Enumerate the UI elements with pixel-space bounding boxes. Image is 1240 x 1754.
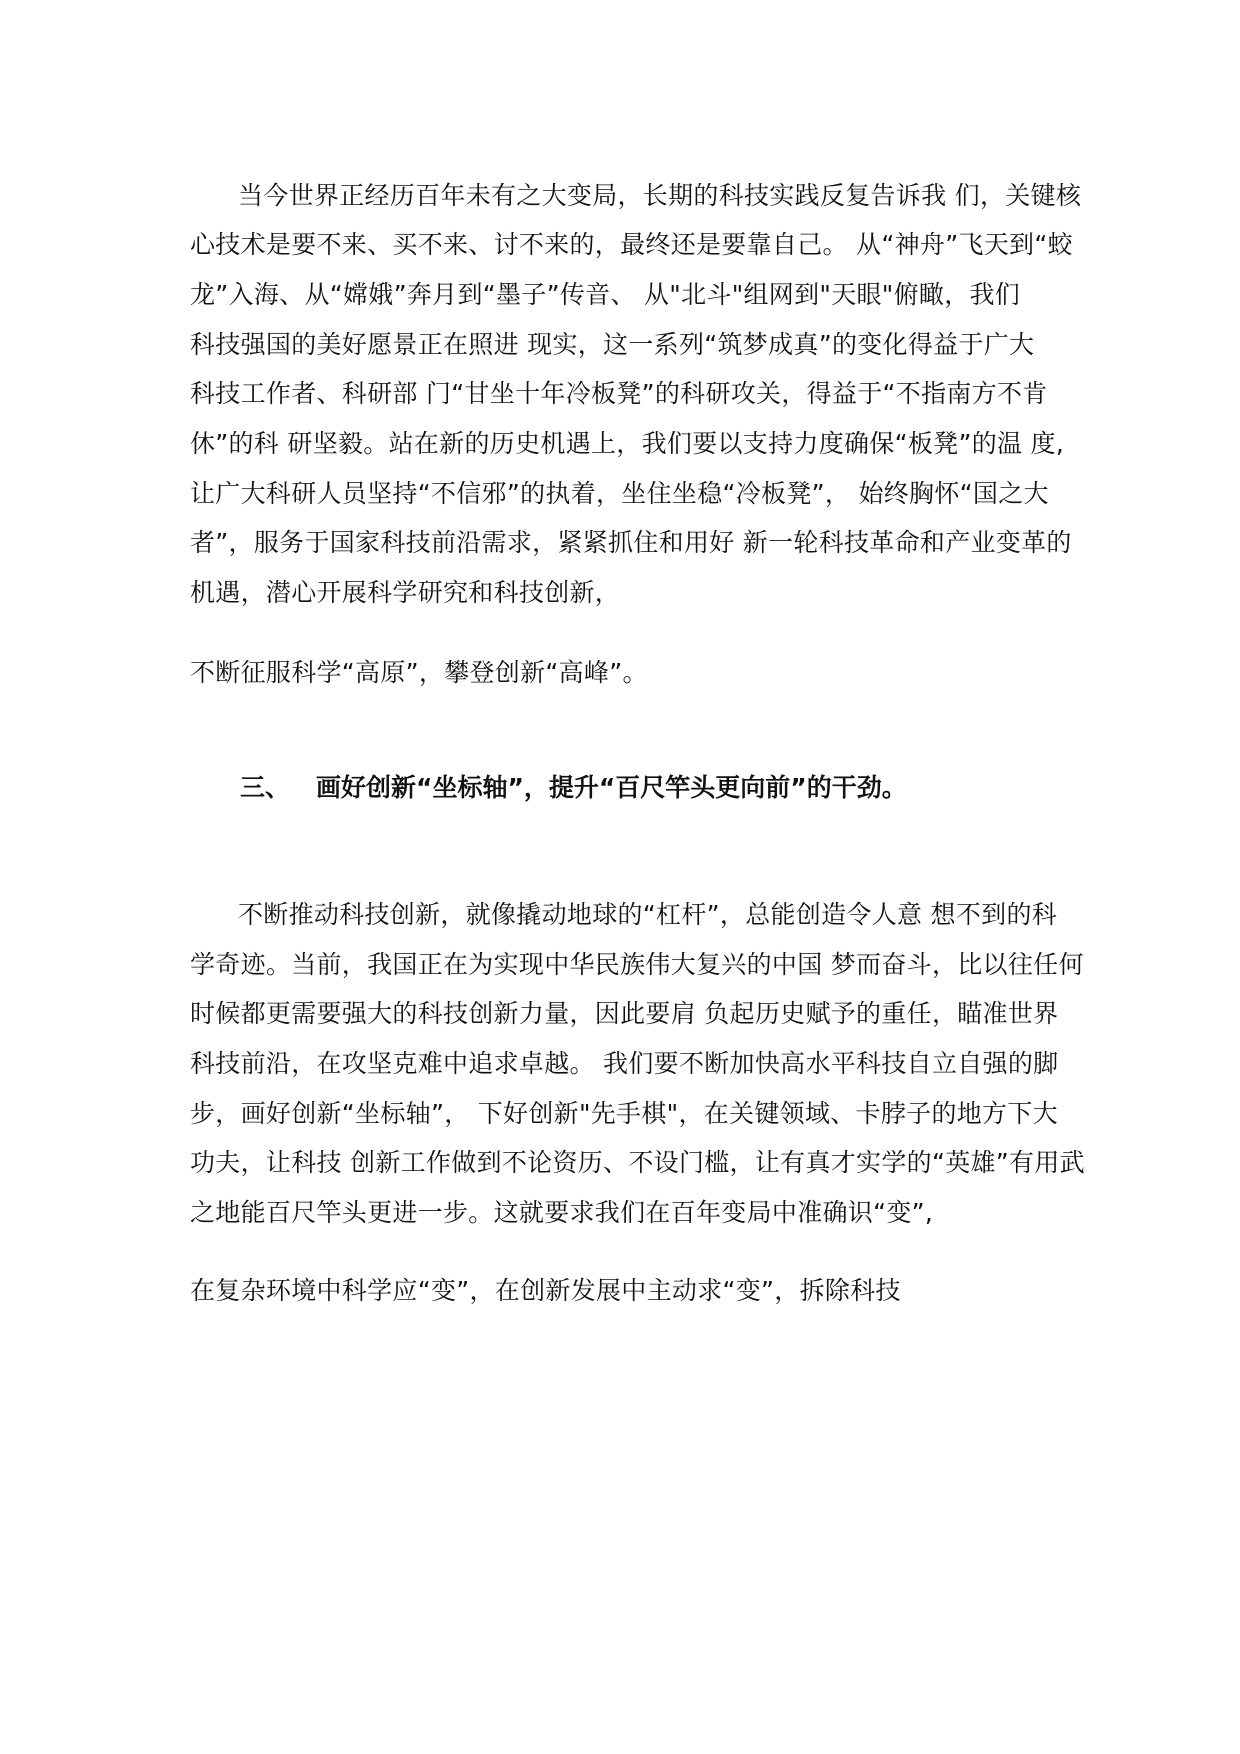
paragraph-1-line-5: 科技工作者、科研部 门“甘坐十年冷板凳”的科研攻关，得益于“不指南方不肯 (190, 379, 1048, 408)
paragraph-2-line-5: 步，画好创新“坐标轴”， 下好创新"先手棋"，在关键领域、卡脖子的地方下大 (190, 1099, 1058, 1128)
paragraph-1-line-7: 让广大科研人员坚持“不信邪”的执着，坐住坐稳“冷板凳”， 始终胸怀“国之大 (190, 479, 1049, 508)
section-3-heading (240, 770, 1070, 806)
paragraph-2-line-6: 功夫，让科技 创新工作做到不论资历、不设门槛，让有真才实学的“英雄”有用武 (190, 1148, 1085, 1177)
paragraph-1-line-1: 当今世界正经历百年未有之大变局，长期的科技实践反复告诉我 们，关键核 (238, 181, 1082, 210)
paragraph-1-tail: 不断征服科学“高原”，攀登创新“高峰”。 (190, 658, 648, 687)
paragraph-1-line-6: 休”的科 研坚毅。站在新的历史机遇上，我们要以支持力度确保“板凳”的温 度, (190, 429, 1065, 458)
paragraph-2-tail: 在复杂环境中科学应“变”，在创新发展中主动求“变”，拆除科技 (190, 1276, 901, 1305)
section-3-title: 画好创新“坐标轴”，提升“百尺竿头更向前”的干劲。 (316, 773, 907, 802)
paragraph-1-line-2: 心技术是要不来、买不来、讨不来的，最终还是要靠自己。 从“神舟”飞天到“蛟 (190, 230, 1073, 259)
paragraph-2-line-3: 时候都更需要强大的科技创新力量，因此要肩 负起历史赋予的重任，瞄准世界 (190, 999, 1059, 1028)
paragraph-2-line-7: 之地能百尺竿头更进一步。这就要求我们在百年变局中准确识“变”, (190, 1198, 934, 1227)
paragraph-1-line-4: 科技强国的美好愿景正在照进 现实，这一系列“筑梦成真”的变化得益于广大 (190, 330, 1035, 359)
paragraph-2-line-4: 科技前沿，在攻坚克难中追求卓越。 我们要不断加快高水平科技自立自强的脚 (190, 1049, 1059, 1078)
section-3-number: 三、 (240, 773, 291, 802)
paragraph-2-line-2: 学奇迹。当前，我国正在为实现中华民族伟大复兴的中国 梦而奋斗，比以往任何 (190, 950, 1084, 979)
paragraph-1-line-3: 龙”入海、从“嫦娥”奔月到“墨子”传音、 从"北斗"组网到"天眼"俯瞰，我们 (190, 280, 1021, 309)
paragraph-2-line-1: 不断推动科技创新，就像撬动地球的“杠杆”，总能创造令人意 想不到的科 (238, 900, 1058, 929)
paragraph-1-line-9: 机遇，潜心开展科学研究和科技创新， (190, 578, 621, 607)
paragraph-1-line-8: 者”，服务于国家科技前沿需求，紧紧抓住和用好 新一轮科技革命和产业变革的 (190, 528, 1072, 557)
